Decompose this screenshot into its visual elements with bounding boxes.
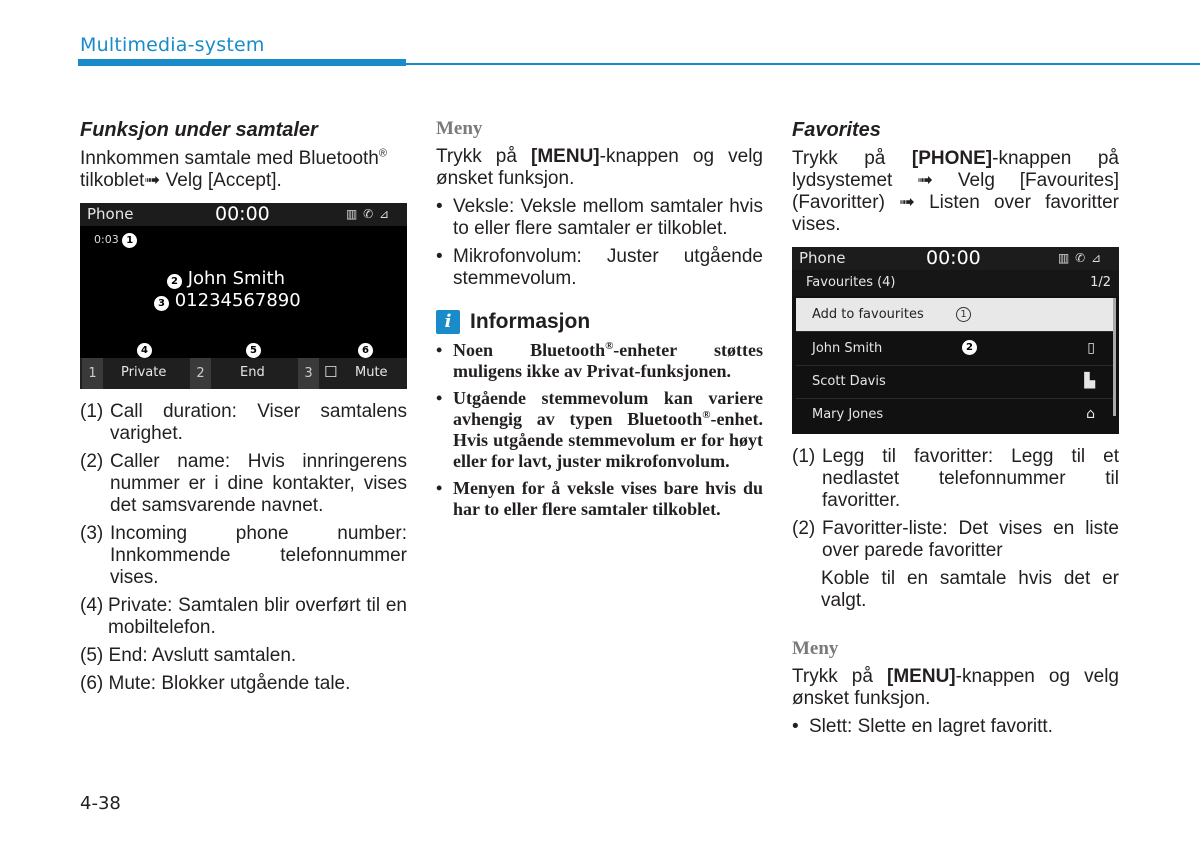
menu-text: Trykk på [792, 666, 888, 687]
info-text: Noen Bluetooth [453, 340, 606, 360]
home-icon: ⌂ [1086, 406, 1095, 422]
item-number: (5) [80, 645, 104, 666]
office-icon: ▙ [1084, 373, 1095, 389]
list-item [80, 673, 407, 695]
info-header [436, 310, 763, 334]
favourites-screen [792, 247, 1119, 434]
page-indicator: 1/2 [1090, 275, 1111, 290]
favorites-items [792, 446, 1119, 738]
intro-text: Innkommen samtale med Bluetooth [80, 148, 379, 169]
menu-paragraph [792, 666, 1119, 710]
favourite-row[interactable] [796, 365, 1113, 399]
menu-text-2: -knappen og velg ønsket funksjon. [792, 666, 1119, 709]
button-label: Mute [355, 365, 388, 380]
item-text: Private: Samtalen blir overført til en mobiltelefon. [108, 595, 407, 638]
bullet-item: • Veksle: Veksle mellom samtaler hvis to eller flere samtaler er tilkoblet. [436, 196, 763, 240]
duration-value: 0:03 [94, 233, 119, 246]
screen-status-bar [792, 247, 1119, 270]
favourite-row[interactable] [796, 332, 1113, 366]
info-text: Utgående stemmevolum kan variere avhengig av typen Bluetooth [453, 388, 763, 429]
status-icons: ▥ ✆ ⊿ [1058, 251, 1103, 265]
bullet-item: • Slett: Slette en lagret favoritt. [792, 716, 1119, 738]
item-number: (2) [80, 451, 104, 472]
info-bullet [436, 388, 763, 472]
row-label: Add to favourites [812, 307, 924, 322]
item-number: (1) [792, 446, 816, 467]
item-number: (3) [80, 523, 104, 544]
menu-text-2: -knappen og velg ønsket funksjon. [436, 146, 763, 189]
info-bullet [436, 340, 763, 382]
favorites-intro [792, 148, 1119, 236]
favourite-row[interactable] [796, 398, 1113, 431]
screen-label: Phone [87, 205, 134, 223]
list-item [792, 446, 1119, 512]
screen-status-bar [80, 203, 407, 226]
arrow-icon: ➟ [144, 170, 161, 191]
caller-name [167, 268, 285, 289]
item-number: (2) [792, 518, 816, 539]
registered-mark: ® [378, 147, 387, 160]
menu-text: Trykk på [436, 146, 532, 167]
row-label: John Smith [812, 341, 883, 356]
screen-label: Phone [799, 249, 846, 267]
list-item [80, 523, 407, 589]
intro-text-2: tilkoblet [80, 170, 145, 191]
heading-call-functions: Funksjon under samtaler [80, 119, 318, 141]
marker-2: 2 [167, 274, 182, 289]
list-item [80, 451, 407, 517]
item-text: Call duration: Viser samtalens varighet. [110, 401, 407, 444]
screen-time: 00:00 [926, 247, 981, 269]
intro-text-3: Velg [Accept]. [160, 170, 282, 191]
marker-1: 1 [956, 307, 971, 322]
list-item [80, 645, 407, 667]
info-icon: i [436, 310, 460, 334]
checkbox-icon: ☐ [324, 363, 338, 381]
list-item [80, 595, 407, 639]
menu-paragraph [436, 146, 763, 190]
caller-name-text: John Smith [187, 268, 286, 289]
menu-heading: Meny [436, 118, 483, 139]
item-text: Legg til favoritter: Legg til et nedlastet telefonnummer til favoritter. [822, 446, 1119, 511]
intro-paragraph [80, 148, 407, 192]
caller-number [154, 290, 301, 311]
favourites-subheader [792, 270, 1119, 296]
marker-1: 1 [122, 233, 137, 248]
item-text: Incoming phone number: Innkommende telefonnummer vises. [110, 523, 407, 588]
call-button-bar [80, 358, 407, 389]
button-number: 3 [298, 358, 319, 389]
menu-heading: Meny [792, 638, 839, 659]
column-right [792, 118, 1119, 236]
button-number: 2 [190, 358, 211, 389]
status-icons: ▥ ✆ ⊿ [346, 207, 391, 221]
marker-5: 5 [246, 343, 261, 358]
marker-3: 3 [154, 296, 169, 311]
row-label: Mary Jones [812, 407, 884, 422]
item-number: (4) [80, 595, 104, 616]
intro-text: Trykk på [792, 148, 912, 169]
item-text: Caller name: Hvis innringerens nummer er i dine kontakter, vises det samsvarende navnet. [110, 451, 407, 516]
registered-mark: ® [605, 340, 614, 352]
add-to-favourites-row[interactable] [796, 298, 1113, 332]
call-duration [94, 233, 137, 248]
phone-call-screen [80, 203, 407, 389]
registered-mark: ® [702, 409, 711, 421]
item-text: End: Avslutt samtalen. [108, 645, 297, 666]
info-title: Informasjon [470, 310, 591, 333]
menu-key: [MENU] [887, 666, 956, 687]
intro-text-2: -knappen på lydsystemet ➟ Velg [Favourites] (Favoritter) ➟ Listen over favoritter vises. [792, 148, 1119, 235]
list-item [80, 401, 407, 445]
marker-6: 6 [358, 343, 373, 358]
scrollbar[interactable] [1113, 298, 1116, 416]
info-text-2: -enhet. Hvis utgående stemmevolum er for høyt eller for lavt, juster mikrofonvolum. [453, 409, 763, 471]
phone-key: [PHONE] [911, 148, 993, 169]
heading-favorites: Favorites [792, 119, 881, 141]
item-number: (6) [80, 673, 104, 694]
caller-number-text: 01234567890 [174, 290, 301, 311]
header-rule-thin [406, 63, 1200, 65]
info-bullet: • Menyen for å veksle vises bare hvis du har to eller flere samtaler tilkoblet. [436, 478, 763, 520]
button-label: Private [121, 365, 167, 380]
connect-note: Koble til en samtale hvis det er valgt. [821, 568, 1119, 611]
call-items-list [80, 401, 407, 695]
item-number: (1) [80, 401, 104, 422]
list-item [792, 518, 1119, 562]
screen-time: 00:00 [215, 203, 270, 225]
marker-4: 4 [137, 343, 152, 358]
column-left [80, 118, 407, 192]
menu-key: [MENU] [531, 146, 600, 167]
info-text-2: -enheter støttes muligens ikke av Privat-funksjonen. [453, 340, 763, 381]
favourites-count: Favourites (4) [806, 275, 896, 290]
section-title: Multimedia-system [80, 34, 265, 56]
button-label: End [240, 365, 265, 380]
page-number: 4-38 [80, 793, 121, 814]
item-text: Favoritter-liste: Det vises en liste over parede favoritter [822, 518, 1119, 561]
bullet-item: • Mikrofonvolum: Juster utgående stemmevolum. [436, 246, 763, 290]
mobile-phone-icon: ▯ [1087, 340, 1095, 356]
row-label: Scott Davis [812, 374, 886, 389]
header-rule-thick [78, 59, 406, 66]
column-middle [436, 118, 763, 520]
button-number: 1 [82, 358, 103, 389]
item-text: Mute: Blokker utgående tale. [108, 673, 351, 694]
marker-2: 2 [962, 340, 977, 355]
